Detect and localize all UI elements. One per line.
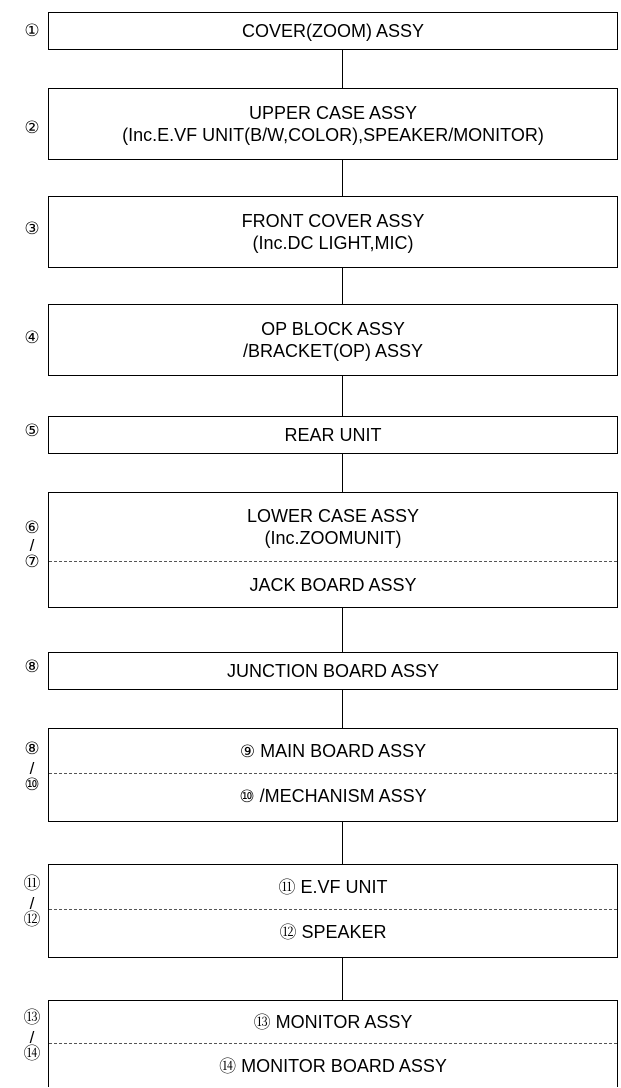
- step-11-12-box: [48, 864, 618, 958]
- step-9-text: MAIN BOARD ASSY: [260, 740, 427, 761]
- connector-2-3: [342, 160, 343, 198]
- connector-10-11: [342, 822, 343, 864]
- step-9-separator: /: [29, 759, 35, 778]
- step-1-box: [48, 12, 618, 50]
- step-8-number: ⑧: [24, 657, 40, 676]
- step-4-sublabel: /BRACKET(OP) ASSY: [242, 341, 424, 361]
- connector-1-2: [342, 50, 343, 88]
- step-3-label: FRONT COVER ASSY: [241, 211, 425, 231]
- step-7-label: JACK BOARD ASSY: [249, 574, 417, 595]
- step-13-text: MONITOR ASSY: [275, 1011, 413, 1032]
- step-9-bottom-number: ⑩: [24, 775, 40, 794]
- connector-8-9: [342, 690, 343, 728]
- step-7-cell: [49, 561, 617, 607]
- step-13-cell: [49, 1001, 617, 1043]
- step-10-cell: [49, 773, 617, 819]
- step-6-sublabel: (Inc.ZOOMUNIT): [264, 528, 402, 548]
- connector-5-6: [342, 454, 343, 492]
- step-9-top-number: ⑧: [24, 739, 40, 758]
- step-10-circle: ⑩: [239, 787, 255, 806]
- step-9-circle: ⑨: [239, 741, 256, 761]
- step-3-number: ③: [24, 219, 40, 238]
- step-5-box: [48, 416, 618, 454]
- step-14-number: ⑭: [23, 1044, 41, 1063]
- step-10-label: [239, 785, 426, 808]
- step-6-label: LOWER CASE ASSY: [246, 506, 420, 526]
- step-6-number: ⑥: [24, 518, 40, 537]
- step-13-14-box: [48, 1000, 618, 1087]
- step-2-sublabel: (Inc.E.VF UNIT(B/W,COLOR),SPEAKER/MONITOR): [122, 125, 544, 145]
- step-13-14-separator: /: [29, 1028, 35, 1047]
- step-12-number: ⑫: [23, 910, 41, 929]
- step-9-cell: [49, 729, 617, 773]
- step-14-label: [219, 1055, 447, 1078]
- step-12-circle: ⑫: [279, 923, 297, 942]
- step-10-text: /MECHANISM ASSY: [259, 786, 427, 806]
- step-14-circle: ⑭: [219, 1056, 237, 1076]
- step-11-number: ⑪: [23, 874, 41, 893]
- step-3-sublabel: (Inc.DC LIGHT,MIC): [252, 233, 414, 253]
- step-2-label: UPPER CASE ASSY: [248, 103, 418, 123]
- step-4-label: OP BLOCK ASSY: [261, 319, 405, 339]
- step-6-cell: [49, 493, 617, 561]
- connector-12-13: [342, 958, 343, 1000]
- step-13-label: [254, 1011, 413, 1034]
- step-11-cell: [49, 865, 617, 909]
- step-6-7-separator: /: [29, 536, 35, 555]
- step-12-label: [279, 921, 386, 944]
- step-4-box: [48, 304, 618, 376]
- step-4-number: ④: [24, 328, 40, 347]
- step-8-label: JUNCTION BOARD ASSY: [226, 661, 440, 681]
- step-2-box: [48, 88, 618, 160]
- step-5-number: ⑤: [24, 421, 40, 440]
- connector-4-5: [342, 376, 343, 416]
- step-11-text: E.VF UNIT: [300, 876, 388, 897]
- step-3-box: [48, 196, 618, 268]
- step-1-number: ①: [24, 21, 40, 40]
- connector-7-8: [342, 608, 343, 652]
- step-6-7-box: [48, 492, 618, 608]
- step-11-12-separator: /: [29, 894, 35, 913]
- step-9-label: [240, 740, 426, 763]
- connector-3-4: [342, 268, 343, 304]
- step-2-number: ②: [24, 118, 40, 137]
- step-12-cell: [49, 909, 617, 955]
- step-12-text: SPEAKER: [301, 922, 387, 942]
- step-13-circle: ⑬: [253, 1012, 271, 1032]
- step-1-label: COVER(ZOOM) ASSY: [241, 21, 425, 41]
- step-9-10-box: [48, 728, 618, 822]
- step-14-cell: [49, 1043, 617, 1088]
- step-8-box: [48, 652, 618, 690]
- step-11-circle: ⑪: [278, 877, 296, 897]
- step-13-number: ⑬: [23, 1008, 41, 1027]
- step-14-text: MONITOR BOARD ASSY: [241, 1055, 447, 1076]
- step-7-number: ⑦: [24, 552, 40, 571]
- step-5-label: REAR UNIT: [284, 425, 382, 445]
- step-11-label: [278, 876, 387, 899]
